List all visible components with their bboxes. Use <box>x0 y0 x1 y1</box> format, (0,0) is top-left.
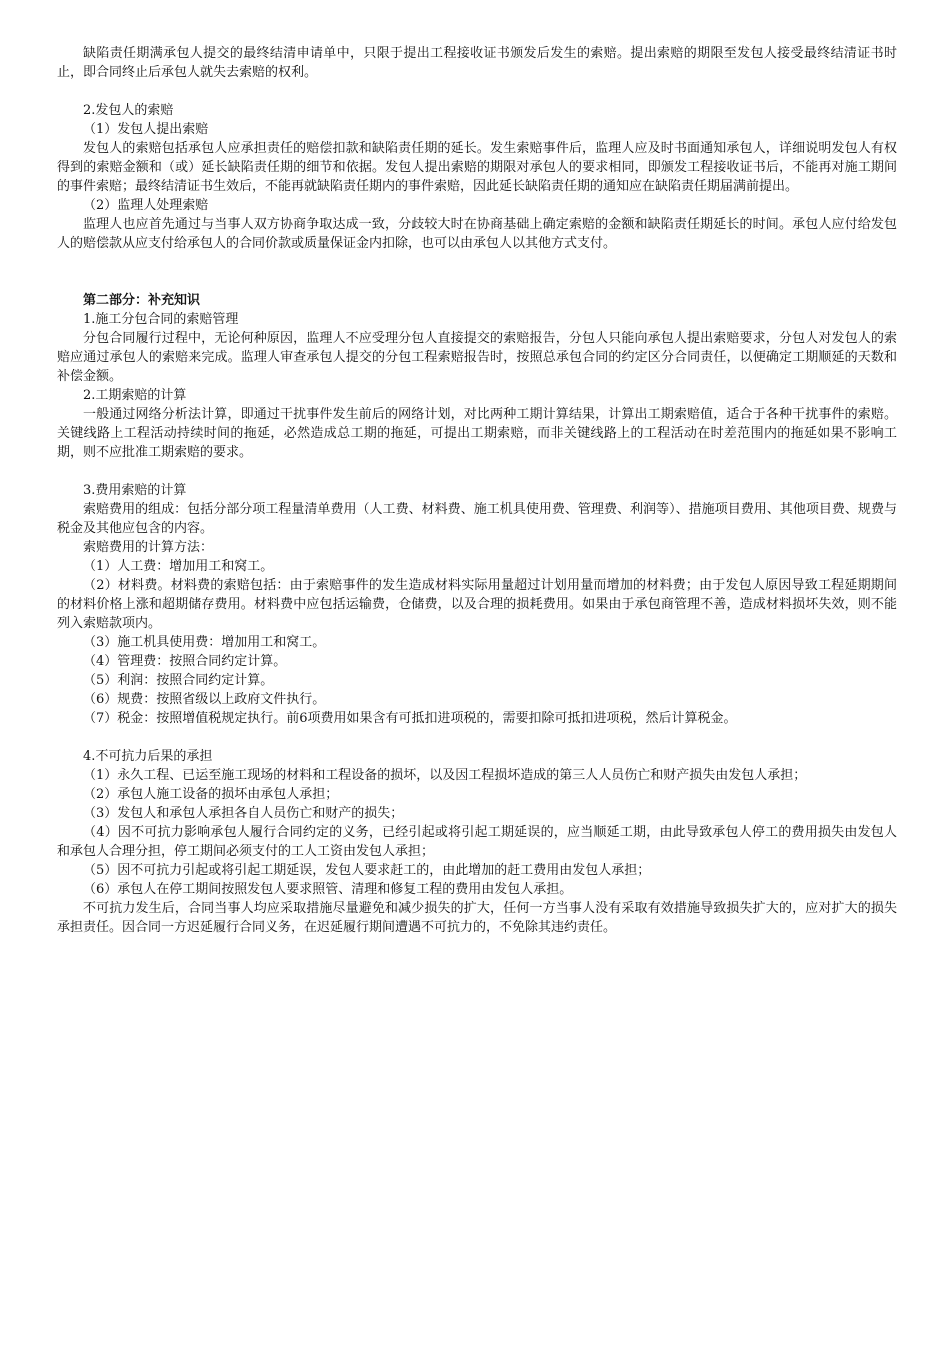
cost-item-fees: （6）规费：按照省级以上政府文件执行。 <box>83 692 326 707</box>
force-majeure-item-2: （2）承包人施工设备的损坏由承包人承担； <box>83 787 339 802</box>
paragraph-employer-claim: 发包人的索赔包括承包人应承担责任的赔偿扣款和缺陷责任期的延长。发生索赔事件后，监理人应及时书面通知承包人，详细说明发包人有权得到的索赔金额和（或）延长缺陷责任期的细节和依据。发包人提出索赔的期限对承包人的要求相同，即颁发工程接收证书后，不能再对施工期间的事件索赔；最终结清证书生效后，不能再就缺陷责任期内的事件索赔，因此延长缺陷责任期的通知应在缺陷责任期届满前提出。 <box>57 141 897 194</box>
topic-heading-cost-claims: 3.费用索赔的计算 <box>83 483 187 498</box>
paragraph-force-majeure-closing: 不可抗力发生后，合同当事人均应采取措施尽量避免和减少损失的扩大，任何一方当事人没有采取有效措施导致损失扩大的，应对扩大的损失承担责任。因合同一方迟延履行合同义务，在迟延履行期间遭遇不可抗力的，不免除其违约责任。 <box>57 901 897 935</box>
document-page <box>57 44 897 937</box>
force-majeure-item-6: （6）承包人在停工期间按照发包人要求照管、清理和修复工程的费用由发包人承担。 <box>83 882 573 897</box>
force-majeure-item-1: （1）永久工程、已运至施工现场的材料和工程设备的损坏，以及因工程损坏造成的第三人人员伤亡和财产损失由发包人承担； <box>83 768 807 783</box>
cost-method-label: 索赔费用的计算方法： <box>83 540 214 555</box>
subsection-title-employer-raises-claim: （1）发包人提出索赔 <box>83 122 209 137</box>
topic-heading-subcontract-claims: 1.施工分包合同的索赔管理 <box>83 312 239 327</box>
paragraph-cost-composition: 索赔费用的组成：包括分部分项工程量清单费用（人工费、材料费、施工机具使用费、管理费、利润等）、措施项目费用、其他项目费、规费与税金及其他应包含的内容。 <box>57 502 897 536</box>
cost-item-tax: （7）税金：按照增值税规定执行。前6项费用如果含有可抵扣进项税的，需要扣除可抵扣进项税，然后计算税金。 <box>83 711 737 726</box>
paragraph-supervisor-handling: 监理人也应首先通过与当事人双方协商争取达成一致，分歧较大时在协商基础上确定索赔的金额和缺陷责任期延长的时间。承包人应付给发包人的赔偿款从应支付给承包人的合同价款或质量保证金内扣除，也可以由承包人以其他方式支付。 <box>57 217 897 251</box>
part-two-title: 第二部分：补充知识 <box>83 293 201 308</box>
topic-heading-force-majeure: 4.不可抗力后果的承担 <box>83 749 213 764</box>
section-heading-employer-claims: 2.发包人的索赔 <box>83 103 174 118</box>
force-majeure-item-5: （5）因不可抗力引起或将引起工期延误，发包人要求赶工的，由此增加的赶工费用由发包人承担； <box>83 863 651 878</box>
cost-item-machinery: （3）施工机具使用费：增加用工和窝工。 <box>83 635 326 650</box>
paragraph-subcontract-claims: 分包合同履行过程中，无论何种原因，监理人不应受理分包人直接提交的索赔报告，分包人只能向承包人提出索赔要求，分包人对发包人的索赔应通过承包人的索赔来完成。监理人审查承包人提交的分包工程索赔报告时，按照总承包合同的约定区分合同责任，以便确定工期顺延的天数和补偿金额。 <box>57 331 897 384</box>
paragraph-schedule-claims: 一般通过网络分析法计算，即通过干扰事件发生前后的网络计划，对比两种工期计算结果，计算出工期索赔值，适合于各种干扰事件的索赔。关键线路上工程活动持续时间的拖延，必然造成总工期的拖延，可提出工期索赔，而非关键线路上的工程活动在时差范围内的拖延如果不影响工期，则不应批准工期索赔的要求。 <box>57 407 897 460</box>
cost-item-material: （2）材料费。材料费的索赔包括：由于索赔事件的发生造成材料实际用量超过计划用量而增加的材料费；由于发包人原因导致工程延期期间的材料价格上涨和超期储存费用。材料费中应包括运输费，仓储费，以及合理的损耗费用。如果由于承包商管理不善，造成材料损坏失效，则不能列入索赔款项内。 <box>57 578 897 631</box>
cost-item-profit: （5）利润：按照合同约定计算。 <box>83 673 274 688</box>
topic-heading-schedule-claims: 2.工期索赔的计算 <box>83 388 187 403</box>
force-majeure-item-4: （4）因不可抗力影响承包人履行合同约定的义务，已经引起或将引起工期延误的，应当顺延工期，由此导致承包人停工的费用损失由发包人和承包人合理分担，停工期间必须支付的工人工资由发包人承担； <box>57 825 897 859</box>
intro-paragraph: 缺陷责任期满承包人提交的最终结清申请单中，只限于提出工程接收证书颁发后发生的索赔。提出索赔的期限至发包人接受最终结清证书时止，即合同终止后承包人就失去索赔的权利。 <box>57 46 897 80</box>
cost-item-labor: （1）人工费：增加用工和窝工。 <box>83 559 274 574</box>
force-majeure-item-3: （3）发包人和承包人承担各自人员伤亡和财产的损失； <box>83 806 404 821</box>
cost-item-management: （4）管理费：按照合同约定计算。 <box>83 654 287 669</box>
subsection-title-supervisor-handles-claim: （2）监理人处理索赔 <box>83 198 209 213</box>
